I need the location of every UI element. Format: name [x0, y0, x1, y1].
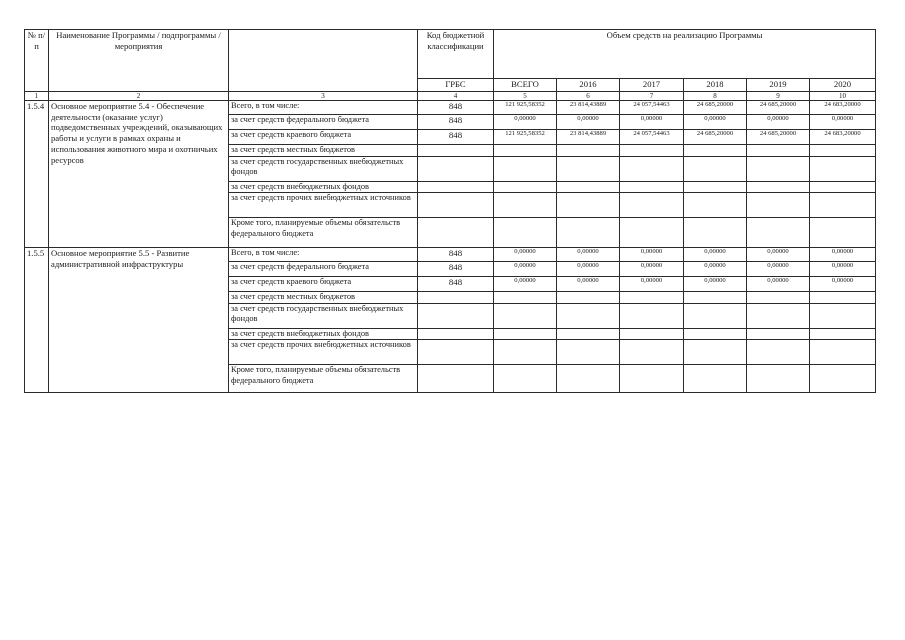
value-2020: 0,00000 [810, 277, 876, 292]
value-total: 121 925,58352 [494, 130, 557, 145]
empty-cell [747, 145, 810, 157]
empty-cell [620, 340, 684, 365]
table-row [25, 101, 876, 115]
value-total: 0,00000 [494, 262, 557, 277]
value-2018: 0,00000 [684, 277, 747, 292]
source-label: за счет средств внебюджетных фондов [229, 328, 418, 340]
empty-cell [684, 145, 747, 157]
empty-cell [418, 181, 494, 193]
empty-cell [747, 365, 810, 393]
value-total: 121 925,58352 [494, 101, 557, 115]
header-volume: Объем средств на реализацию Программы [494, 30, 876, 79]
empty-cell [620, 292, 684, 304]
empty-cell [494, 303, 557, 328]
empty-cell [684, 340, 747, 365]
value-2018: 24 685,20000 [684, 130, 747, 145]
empty-cell [810, 156, 876, 181]
header-total: ВСЕГО [494, 79, 557, 92]
header-code: Код бюджетной классификации [418, 30, 494, 79]
empty-cell [684, 328, 747, 340]
value-2019: 0,00000 [747, 115, 810, 130]
group-name: Основное мероприятие 5.4 - Обеспечение деятельности (оказание услуг) подведомственных учреждений, оказывающих работы и услуги в рамках охраны и использования животного мира и охотничьих ресурсов [49, 101, 229, 248]
header-year: 2020 [810, 79, 876, 92]
header-num: № п/п [25, 30, 49, 92]
value-2019: 24 685,20000 [747, 130, 810, 145]
empty-cell [684, 365, 747, 393]
value-2019: 0,00000 [747, 248, 810, 262]
source-label: за счет средств местных бюджетов [229, 145, 418, 157]
index-cell: 7 [620, 92, 684, 101]
value-2018: 0,00000 [684, 115, 747, 130]
value-2020: 0,00000 [810, 262, 876, 277]
empty-cell [418, 156, 494, 181]
empty-cell [418, 292, 494, 304]
empty-cell [684, 156, 747, 181]
header-grbs: ГРБС [418, 79, 494, 92]
empty-cell [557, 292, 620, 304]
value-total: 0,00000 [494, 277, 557, 292]
empty-cell [494, 218, 557, 248]
empty-cell [810, 365, 876, 393]
empty-cell [557, 156, 620, 181]
empty-cell [810, 145, 876, 157]
empty-cell [494, 156, 557, 181]
empty-cell [620, 328, 684, 340]
empty-cell [810, 340, 876, 365]
header-name: Наименование Программы / подпрограммы / мероприятия [49, 30, 229, 92]
value-2016: 0,00000 [557, 277, 620, 292]
grbs-cell: 848 [418, 262, 494, 277]
source-label: за счет средств внебюджетных фондов [229, 181, 418, 193]
empty-cell [418, 328, 494, 340]
empty-cell [620, 145, 684, 157]
empty-cell [810, 303, 876, 328]
value-2020: 24 683,20000 [810, 130, 876, 145]
empty-cell [557, 365, 620, 393]
value-2016: 0,00000 [557, 248, 620, 262]
grbs-cell: 848 [418, 277, 494, 292]
empty-cell [747, 303, 810, 328]
value-2017: 0,00000 [620, 277, 684, 292]
value-total: 0,00000 [494, 115, 557, 130]
header-year: 2019 [747, 79, 810, 92]
group-name: Основное мероприятие 5.5 - Развитие административной инфраструктуры [49, 248, 229, 393]
value-2020: 0,00000 [810, 115, 876, 130]
grbs-cell: 848 [418, 248, 494, 262]
source-label: за счет средств местных бюджетов [229, 292, 418, 304]
empty-cell [747, 340, 810, 365]
index-cell: 5 [494, 92, 557, 101]
source-label: за счет средств государственных внебюджетных фондов [229, 156, 418, 181]
grbs-cell: 848 [418, 115, 494, 130]
empty-cell [684, 292, 747, 304]
empty-cell [747, 218, 810, 248]
empty-cell [747, 292, 810, 304]
empty-cell [418, 193, 494, 218]
empty-cell [747, 328, 810, 340]
grbs-cell: 848 [418, 130, 494, 145]
budget-table [24, 29, 876, 393]
group-id: 1.5.4 [25, 101, 49, 248]
empty-cell [620, 365, 684, 393]
empty-cell [557, 328, 620, 340]
empty-cell [557, 340, 620, 365]
empty-cell [684, 303, 747, 328]
grbs-cell: 848 [418, 101, 494, 115]
empty-cell [810, 218, 876, 248]
value-2018: 0,00000 [684, 262, 747, 277]
empty-cell [620, 181, 684, 193]
empty-cell [810, 328, 876, 340]
value-2017: 24 057,54463 [620, 130, 684, 145]
empty-cell [418, 365, 494, 393]
empty-cell [620, 303, 684, 328]
header-year: 2016 [557, 79, 620, 92]
empty-cell [810, 292, 876, 304]
empty-cell [557, 303, 620, 328]
value-2018: 24 685,20000 [684, 101, 747, 115]
empty-cell [620, 156, 684, 181]
value-2019: 24 685,20000 [747, 101, 810, 115]
source-label: за счет средств федерального бюджета [229, 262, 418, 277]
empty-cell [494, 193, 557, 218]
empty-cell [684, 218, 747, 248]
value-2019: 0,00000 [747, 277, 810, 292]
empty-cell [494, 292, 557, 304]
index-cell: 2 [49, 92, 229, 101]
source-label: Всего, в том числе: [229, 101, 418, 115]
source-label: Кроме того, планируемые объемы обязательств федерального бюджета [229, 365, 418, 393]
source-label: за счет средств федерального бюджета [229, 115, 418, 130]
source-label: за счет средств краевого бюджета [229, 277, 418, 292]
empty-cell [620, 193, 684, 218]
group-id: 1.5.5 [25, 248, 49, 393]
empty-cell [810, 181, 876, 193]
empty-cell [557, 145, 620, 157]
empty-cell [418, 303, 494, 328]
value-2020: 24 683,20000 [810, 101, 876, 115]
value-2018: 0,00000 [684, 248, 747, 262]
source-label: за счет средств прочих внебюджетных источников [229, 340, 418, 365]
empty-cell [684, 193, 747, 218]
index-cell: 1 [25, 92, 49, 101]
empty-cell [494, 181, 557, 193]
empty-cell [418, 340, 494, 365]
source-label: за счет средств государственных внебюджетных фондов [229, 303, 418, 328]
empty-cell [494, 145, 557, 157]
header-year: 2017 [620, 79, 684, 92]
value-2016: 23 814,43889 [557, 101, 620, 115]
source-label: за счет средств краевого бюджета [229, 130, 418, 145]
index-cell: 10 [810, 92, 876, 101]
empty-cell [494, 340, 557, 365]
index-cell: 9 [747, 92, 810, 101]
value-2017: 0,00000 [620, 262, 684, 277]
empty-cell [418, 218, 494, 248]
empty-cell [494, 328, 557, 340]
empty-cell [557, 193, 620, 218]
empty-cell [620, 218, 684, 248]
source-label: за счет средств прочих внебюджетных источников [229, 193, 418, 218]
index-cell: 4 [418, 92, 494, 101]
source-label: Кроме того, планируемые объемы обязательств федерального бюджета [229, 218, 418, 248]
value-2017: 0,00000 [620, 115, 684, 130]
index-cell: 8 [684, 92, 747, 101]
value-2020: 0,00000 [810, 248, 876, 262]
value-2017: 24 057,54463 [620, 101, 684, 115]
empty-cell [418, 145, 494, 157]
empty-cell [810, 193, 876, 218]
index-cell: 6 [557, 92, 620, 101]
source-label: Всего, в том числе: [229, 248, 418, 262]
value-total: 0,00000 [494, 248, 557, 262]
empty-cell [747, 156, 810, 181]
table-row [25, 248, 876, 262]
value-2016: 0,00000 [557, 262, 620, 277]
header-row [25, 30, 876, 79]
value-2019: 0,00000 [747, 262, 810, 277]
header-year: 2018 [684, 79, 747, 92]
index-cell: 3 [229, 92, 418, 101]
empty-cell [684, 181, 747, 193]
index-row [25, 92, 876, 101]
empty-cell [494, 365, 557, 393]
header-blank [229, 30, 418, 92]
value-2016: 0,00000 [557, 115, 620, 130]
value-2017: 0,00000 [620, 248, 684, 262]
empty-cell [557, 181, 620, 193]
empty-cell [747, 181, 810, 193]
empty-cell [557, 218, 620, 248]
value-2016: 23 814,43889 [557, 130, 620, 145]
empty-cell [747, 193, 810, 218]
